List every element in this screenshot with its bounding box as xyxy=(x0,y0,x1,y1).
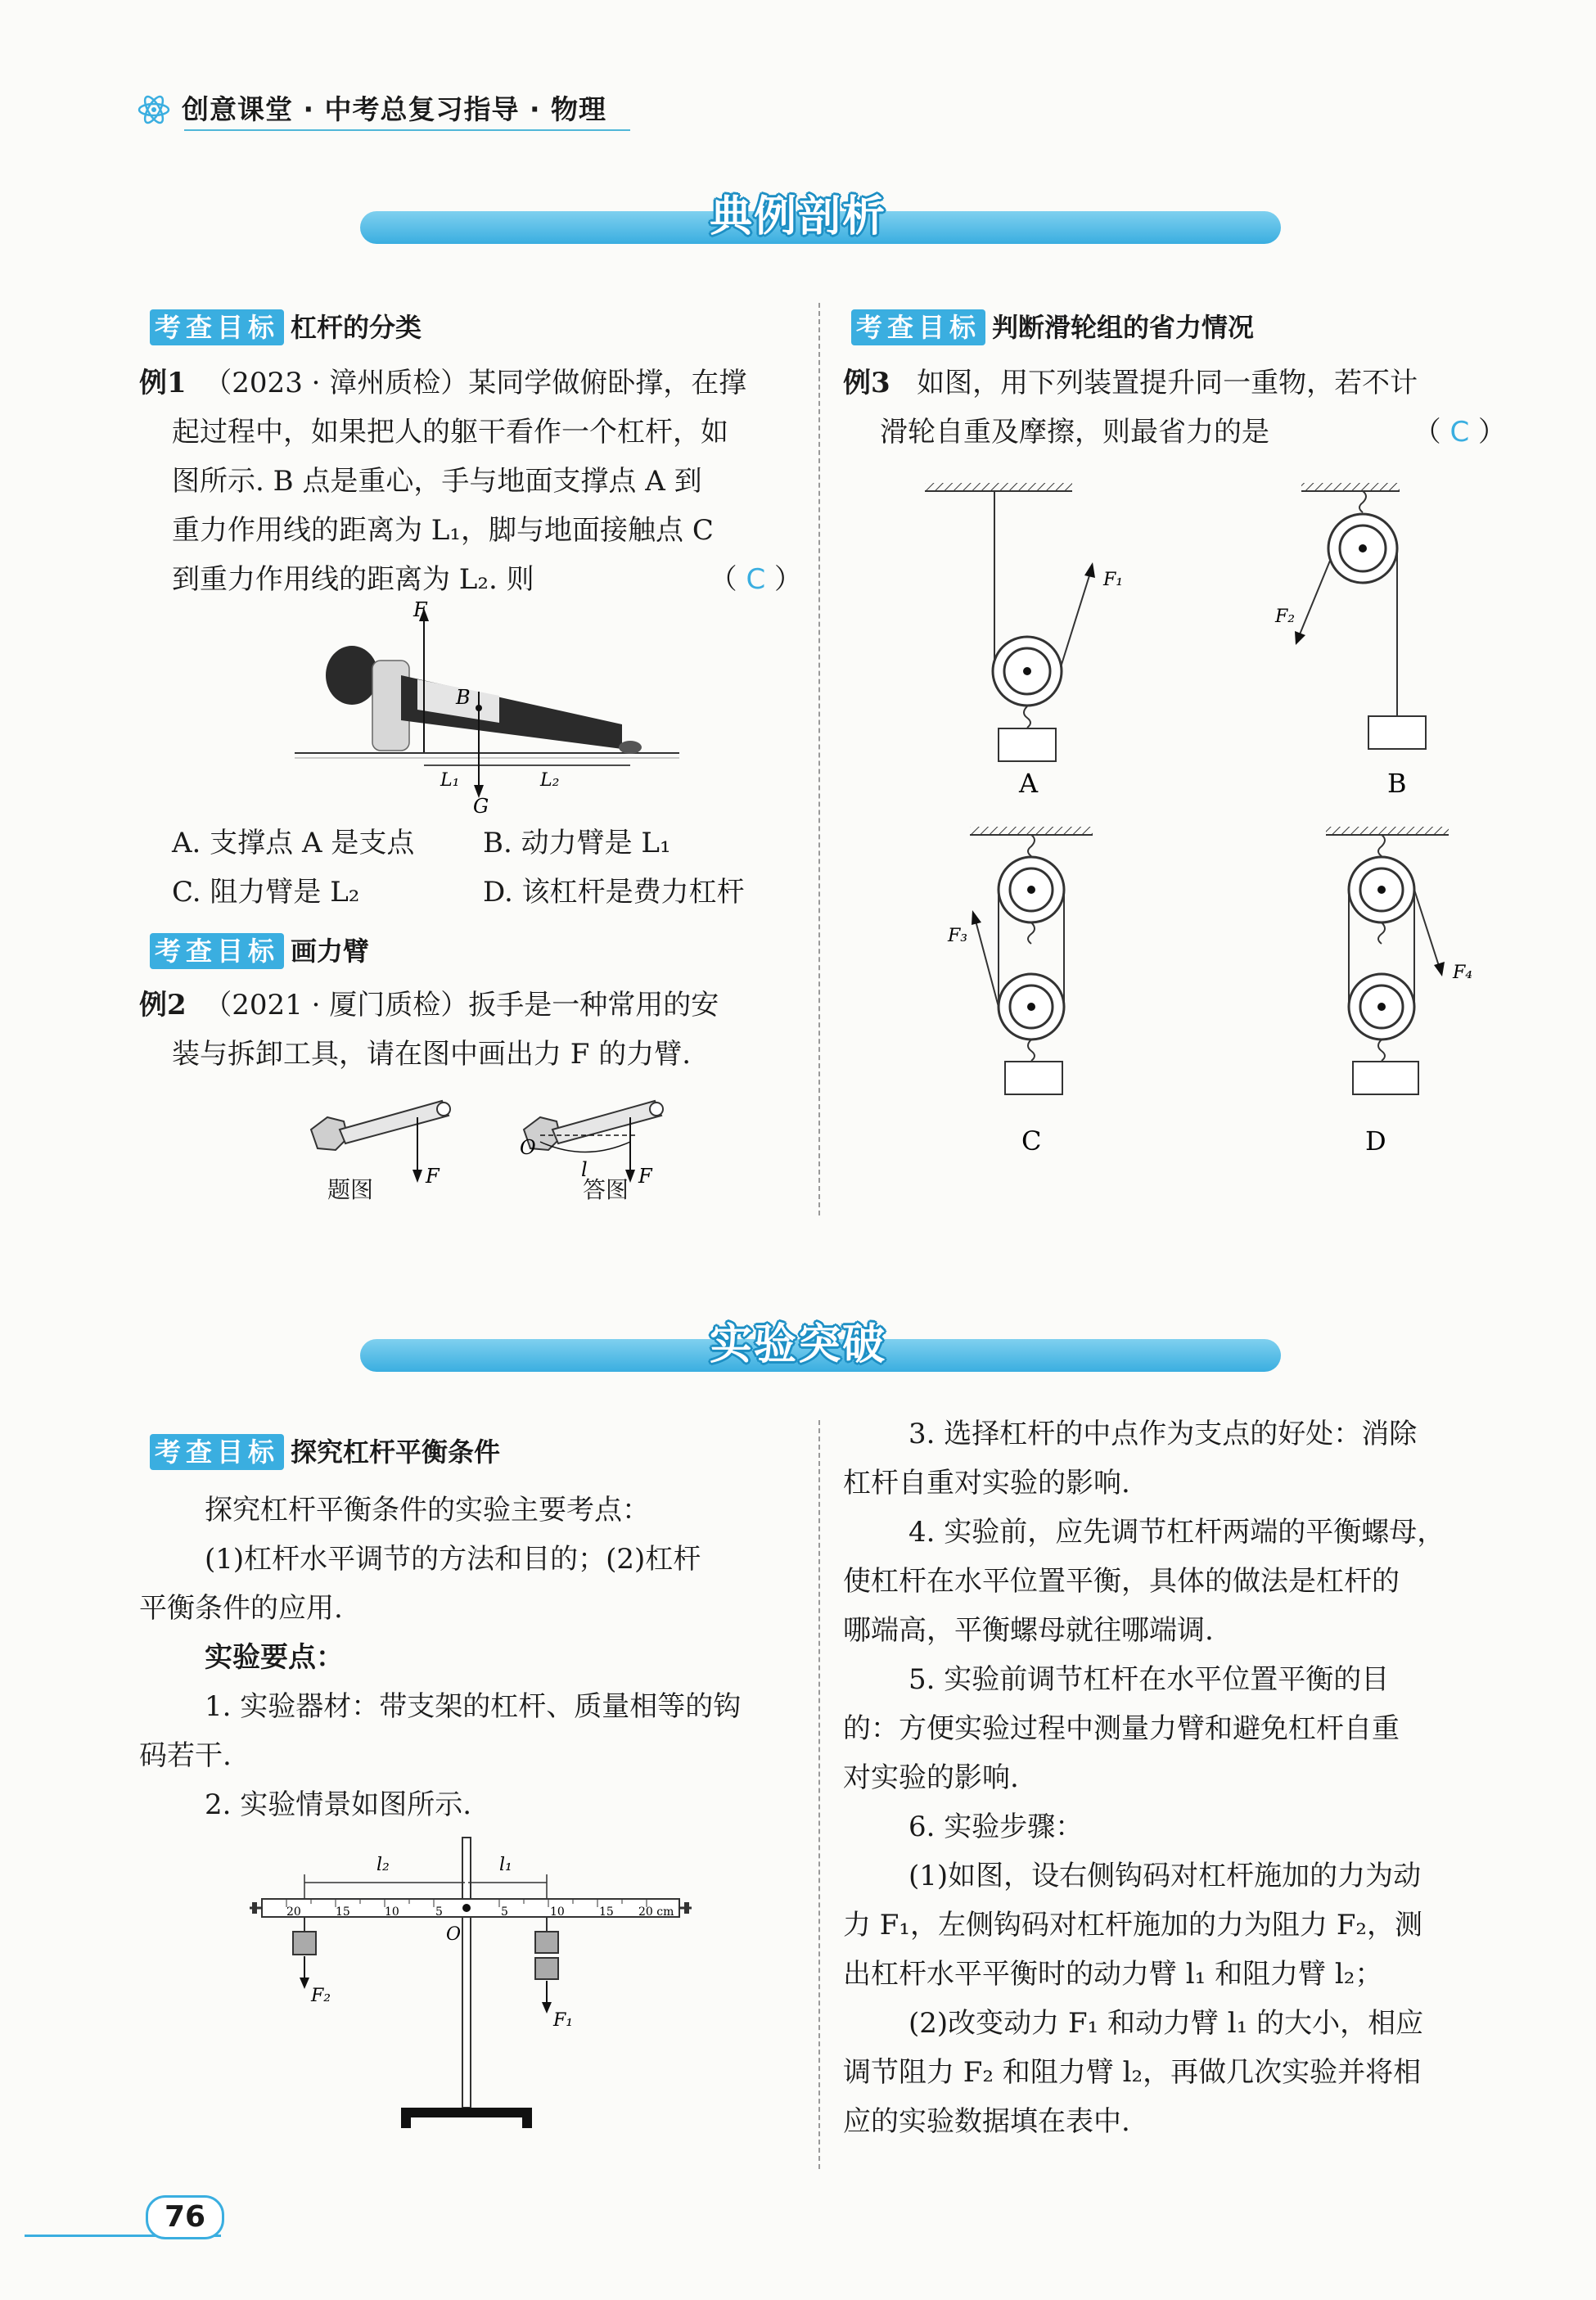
ex1-line: 到重力作用线的距离为 L₂. 则 xyxy=(172,563,534,596)
paren-close: ） xyxy=(774,563,802,596)
scale-label: 20 xyxy=(286,1905,301,1919)
ex3-line: 如图，用下列装置提升同一重物，若不计 xyxy=(917,367,1418,399)
tag-chip: 考查目标 xyxy=(150,933,284,969)
exp-right-line: (1)如图，设右侧钩码对杠杆施加的力为动 xyxy=(908,1860,1422,1892)
tag-topic: 杠杆的分类 xyxy=(291,312,422,343)
tag-topic: 探究杠杆平衡条件 xyxy=(291,1436,501,1468)
ex2-label: 例2 xyxy=(139,989,187,1021)
exp-right-line: 杠杆自重对实验的影响. xyxy=(843,1467,1130,1500)
ex1-option-c: C. 阻力臂是 L₂ xyxy=(172,876,360,909)
pulley-figure-c xyxy=(947,827,1093,1157)
scale-label: 10 xyxy=(550,1905,565,1919)
tag-ex1 xyxy=(150,309,422,345)
exp-right-line: 应的实验数据填在表中. xyxy=(843,2105,1130,2138)
exp-right-line: 哪端高，平衡螺母就往哪端调. xyxy=(843,1614,1214,1647)
tag-ex3 xyxy=(851,309,1254,345)
tag-chip: 考查目标 xyxy=(150,309,284,345)
ex2-line: （2021 · 厦门质检）扳手是一种常用的安 xyxy=(204,989,719,1021)
ex2-line: 装与拆卸工具，请在图中画出力 F 的力臂. xyxy=(172,1038,692,1071)
exp-right-line: 6. 实验步骤： xyxy=(908,1811,1084,1843)
exp-right-line: 3. 选择杠杆的中点作为支点的好处：消除 xyxy=(908,1418,1418,1450)
scale-label: 10 xyxy=(385,1905,399,1919)
exp-left-line: 平衡条件的应用. xyxy=(139,1592,343,1625)
ex1-line: 重力作用线的距离为 L₁，脚与地面接触点 C xyxy=(172,514,714,547)
paren-close: ） xyxy=(1478,416,1506,449)
exp-right-line: 力 F₁，左侧钩码对杠杆施加的力为阻力 F₂，测 xyxy=(843,1909,1423,1941)
tag-experiment xyxy=(150,1434,500,1470)
exp-left-line: (1)杠杆水平调节的方法和目的；(2)杠杆 xyxy=(205,1543,701,1576)
ex3-pulley-figures xyxy=(908,471,1531,1175)
ex3-answer: C xyxy=(1449,416,1470,449)
ex1-text xyxy=(139,359,802,604)
exp-left-line: 探究杠杆平衡条件的实验主要考点： xyxy=(205,1494,650,1527)
fig-label-O: O xyxy=(520,1136,536,1159)
caption-question-figure: 题图 xyxy=(327,1176,374,1203)
exp-left-line: 2. 实验情景如图所示. xyxy=(205,1788,472,1821)
figure-label-b: B xyxy=(1387,768,1407,799)
fig-label-F2: F₂ xyxy=(311,1986,331,2006)
paren-open: （ xyxy=(709,563,737,596)
page-number: 76 xyxy=(146,2195,224,2239)
fig-label-G: G xyxy=(473,795,489,814)
fig-label-l1: l₁ xyxy=(499,1855,512,1875)
fig-label-O: O xyxy=(446,1924,462,1945)
exp-left-line: 实验要点： xyxy=(205,1641,344,1674)
section-title-experiment: 实验突破 xyxy=(709,1320,886,1369)
ex1-answer-box xyxy=(710,555,802,604)
column-divider xyxy=(818,303,820,1215)
ex1-option-b: B. 动力臂是 L₁ xyxy=(483,827,671,859)
paren-open: （ xyxy=(1413,416,1441,449)
ex1-line: （2023 · 漳州质检）某同学做俯卧撑，在撑 xyxy=(204,367,747,399)
ex3-line: 滑轮自重及摩擦，则最省力的是 xyxy=(880,416,1269,449)
ex1-option-d: D. 该杠杆是费力杠杆 xyxy=(483,876,745,909)
tag-chip: 考查目标 xyxy=(150,1434,284,1470)
ex1-option-a: A. 支撑点 A 是支点 xyxy=(172,827,415,859)
ex1-answer: C xyxy=(746,563,766,596)
atom-icon xyxy=(136,92,172,128)
caption-answer-figure: 答图 xyxy=(583,1176,629,1203)
fig-label-L1: L₁ xyxy=(440,770,460,791)
section-title-examples: 典例剖析 xyxy=(709,192,886,241)
figure-label-c: C xyxy=(1021,1125,1042,1157)
exp-left-line: 1. 实验器材：带支架的杠杆、质量相等的钩 xyxy=(205,1690,742,1723)
fig-label-F1: F₁ xyxy=(553,2010,574,2031)
experiment-right-text xyxy=(843,1409,1506,2146)
pulley-figure-d xyxy=(1326,827,1472,1157)
tag-chip: 考查目标 xyxy=(851,309,985,345)
scale-label: 5 xyxy=(435,1905,443,1919)
fig-label-l2: l₂ xyxy=(376,1855,390,1875)
column-divider xyxy=(818,1420,820,2169)
header-title: 创意课堂 · 中考总复习指导 · 物理 xyxy=(182,93,607,125)
scale-label: 15 xyxy=(599,1905,614,1919)
fig-label-F: F xyxy=(638,1165,652,1188)
exp-right-line: 4. 实验前，应先调节杠杆两端的平衡螺母， xyxy=(908,1516,1445,1549)
force-label-a: F₁ xyxy=(1103,570,1124,590)
tag-topic: 判断滑轮组的省力情况 xyxy=(992,312,1255,343)
figure-label-a: A xyxy=(1019,768,1039,799)
fig-label-B: B xyxy=(456,686,471,709)
ex3-answer-box xyxy=(1413,408,1506,457)
exp-right-line: 5. 实验前调节杠杆在水平位置平衡的目 xyxy=(908,1663,1390,1696)
pulley-figure-b xyxy=(1274,483,1426,799)
force-label-b: F₂ xyxy=(1275,607,1296,627)
exp-right-line: 调节阻力 F₂ 和阻力臂 l₂，再做几次实验并将相 xyxy=(843,2056,1422,2089)
exp-right-line: 的：方便实验过程中测量力臂和避免杠杆自重 xyxy=(843,1712,1400,1745)
scale-label: 20 cm xyxy=(638,1905,674,1919)
tag-ex2 xyxy=(150,933,369,969)
experiment-lever-figure xyxy=(246,1833,704,2144)
force-label-c: F₃ xyxy=(948,926,968,946)
exp-right-line: 出杠杆水平平衡时的动力臂 l₁ 和阻力臂 l₂； xyxy=(843,1958,1383,1991)
fig-label-F: F xyxy=(413,602,427,621)
fig-label-l: l xyxy=(581,1158,588,1181)
ex1-label: 例1 xyxy=(139,367,187,399)
ex2-text xyxy=(139,981,802,1079)
exp-right-line: 使杠杆在水平位置平衡，具体的做法是杠杆的 xyxy=(843,1565,1400,1598)
fig-label-F: F xyxy=(426,1165,440,1188)
force-label-d: F₄ xyxy=(1453,963,1473,983)
exp-right-line: (2)改变动力 F₁ 和动力臂 l₁ 的大小，相应 xyxy=(908,2007,1424,2040)
exp-left-line: 码若干. xyxy=(139,1739,232,1772)
header-underline xyxy=(184,129,630,131)
exp-right-line: 对实验的影响. xyxy=(843,1761,1019,1794)
ex3-label: 例3 xyxy=(843,367,890,399)
experiment-left-text xyxy=(139,1486,802,1829)
ex3-text xyxy=(843,359,1506,457)
ex1-pushup-figure xyxy=(295,602,679,814)
pulley-figure-a xyxy=(925,483,1123,799)
tag-topic: 画力臂 xyxy=(291,936,370,967)
fig-label-L2: L₂ xyxy=(540,770,560,791)
ex1-line: 图所示. B 点是重心，手与地面支撑点 A 到 xyxy=(172,465,702,498)
scale-label: 15 xyxy=(336,1905,350,1919)
ex1-line: 起过程中，如果把人的躯干看作一个杠杆，如 xyxy=(172,416,728,449)
scale-label: 5 xyxy=(501,1905,508,1919)
figure-label-d: D xyxy=(1365,1125,1386,1157)
